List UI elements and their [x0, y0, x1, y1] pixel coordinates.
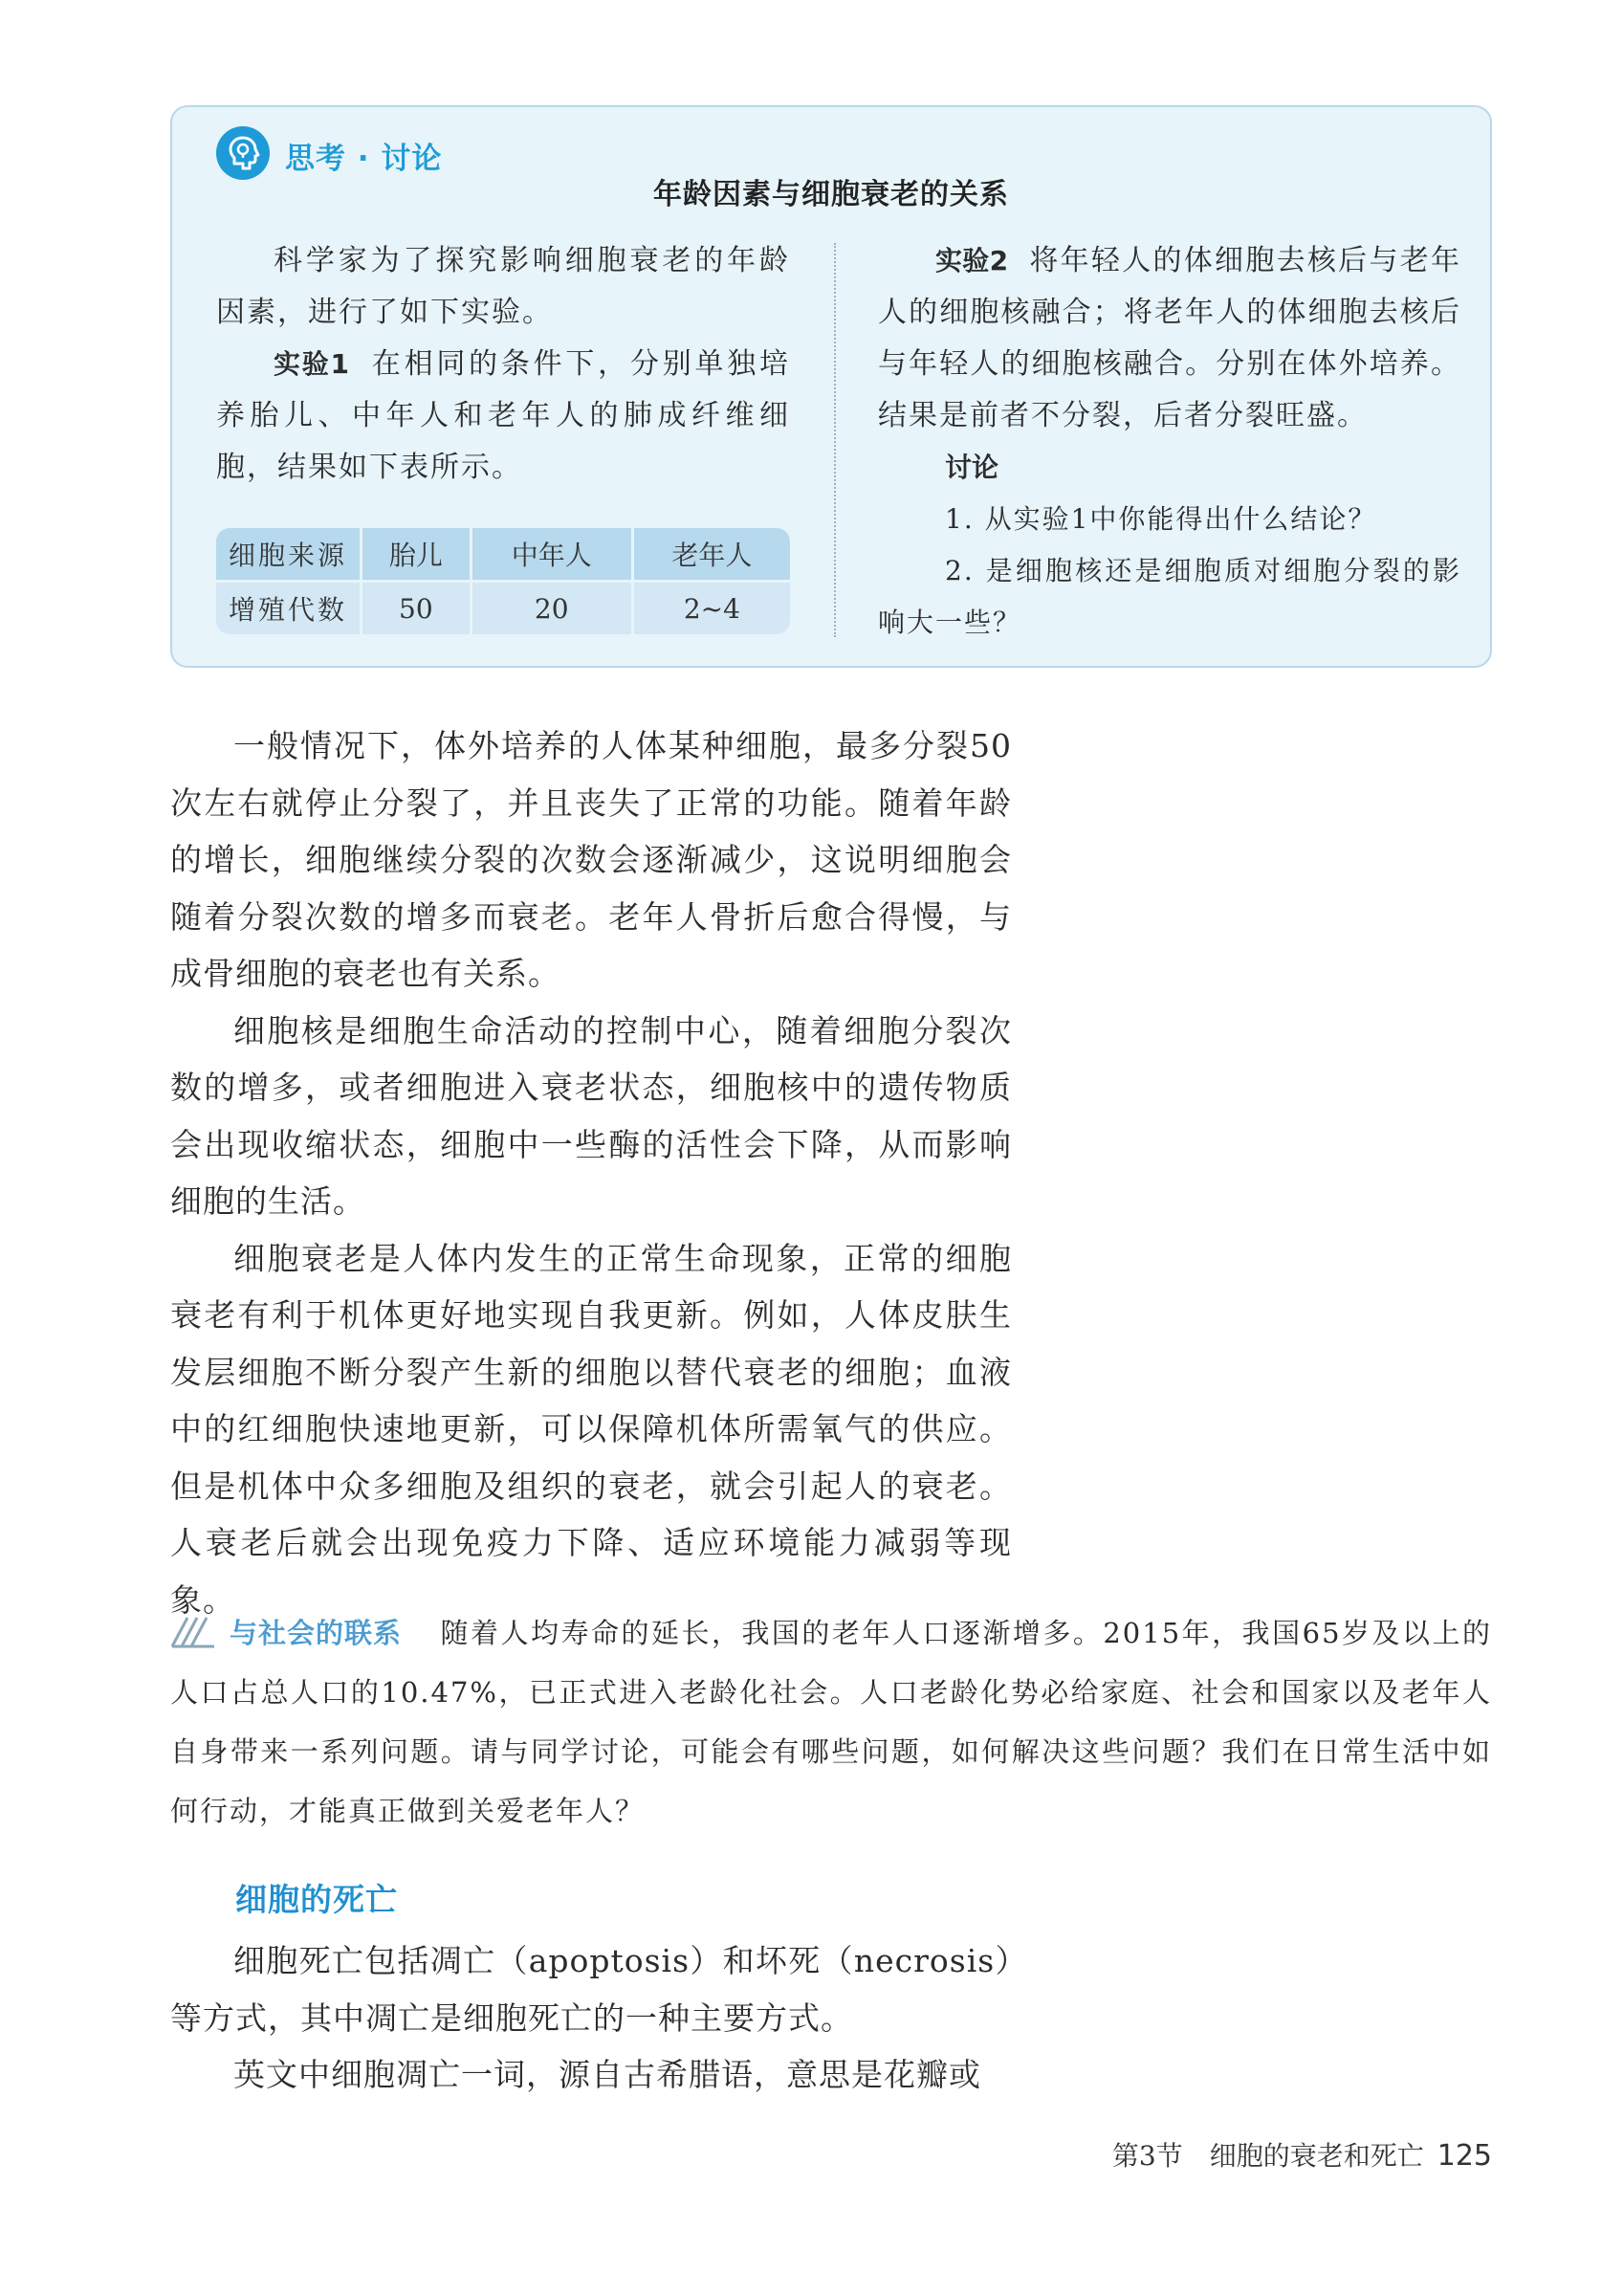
table-row: [216, 580, 790, 634]
discussion-title: 讨论: [945, 452, 999, 483]
paragraph: 英文中细胞凋亡一词，源自古希腊语，意思是花瓣或: [233, 2056, 981, 2093]
experiment-1-label: 实验1: [274, 348, 350, 380]
paragraph: 细胞死亡包括凋亡（apoptosis）和坏死（necrosis）等方式，其中凋亡是细胞死亡的一种主要方式。: [170, 1942, 1012, 2037]
footer-chapter: 第3节 细胞的衰老和死亡: [1111, 2140, 1424, 2172]
table-header-cell: 中年人: [472, 528, 634, 580]
table-cell: 2~4: [634, 580, 790, 634]
left-column: [216, 235, 790, 494]
main-body: [170, 718, 1012, 1628]
page-number: 125: [1437, 2139, 1492, 2173]
column-divider: [834, 243, 836, 637]
think-label: 思考 · 讨论: [285, 142, 443, 176]
right-column: [878, 235, 1461, 649]
think-title: 年龄因素与细胞衰老的关系: [653, 178, 1009, 211]
table-header-cell: 胎儿: [362, 528, 472, 580]
intro-text: 科学家为了探究影响细胞衰老的年龄因素，进行了如下实验。: [216, 244, 790, 329]
experiment-2: [878, 235, 1461, 442]
table-header-cell: 细胞来源: [216, 528, 362, 580]
experiment-2-label: 实验2: [935, 245, 1009, 276]
society-text: 随着人均寿命的延长，我国的老年人口逐渐增多。2015年，我国65岁及以上的人口占总人口的10.47%，已正式进入老龄化社会。人口老龄化势必给家庭、社会和国家以及老年人自身带来一系列问题。请与同学讨论，可能会有哪些问题，如何解决这些问题？我们在日常生活中如何行动，才能真正做到关爱老年人？: [170, 1617, 1492, 1827]
table-header-row: [216, 528, 790, 580]
paragraph: 细胞核是细胞生命活动的控制中心，随着细胞分裂次数的增多，或者细胞进入衰老状态，细胞核中的遗传物质会出现收缩状态，细胞中一些酶的活性会下降，从而影响细胞的生活。: [170, 1011, 1012, 1220]
society-label-wrap: [170, 1603, 402, 1663]
result-table: [216, 528, 790, 634]
discussion-item: 1. 从实验1中你能得出什么结论？: [945, 503, 1377, 535]
table-cell: 50: [362, 580, 472, 634]
experiment-1: [216, 339, 790, 494]
section-body: [170, 1932, 1012, 2104]
society-connection: [170, 1603, 1492, 1841]
think-discussion-box: [170, 105, 1492, 668]
experiment-2-text: 将年轻人的体细胞去核后与老年人的细胞核融合；将老年人的体细胞去核后与年轻人的细胞核融合。分别在体外培养。结果是前者不分裂，后者分裂旺盛。: [878, 244, 1462, 432]
society-paragraph: [170, 1603, 1492, 1841]
slash-lines-icon: [170, 1616, 224, 1648]
table-header-cell: 老年人: [634, 528, 790, 580]
discussion-item: 2. 是细胞核还是细胞质对细胞分裂的影响大一些？: [878, 555, 1461, 638]
society-label: 与社会的联系: [230, 1617, 403, 1649]
paragraph: 细胞衰老是人体内发生的正常生命现象，正常的细胞衰老有利于机体更好地实现自我更新。例如，人体皮肤生发层细胞不断分裂产生新的细胞以替代衰老的细胞；血液中的红细胞快速地更新，可以保障机体所需氧气的供应。但是机体中众多细胞及组织的衰老，就会引起人的衰老。人衰老后就会出现免疫力下降、适应环境能力减弱等现象。: [170, 1239, 1012, 1619]
table-cell: 增殖代数: [216, 580, 362, 634]
page-footer: [1112, 2135, 1492, 2174]
table-cell: 20: [472, 580, 634, 634]
paragraph: 一般情况下，体外培养的人体某种细胞，最多分裂50次左右就停止分裂了，并且丧失了正常的功能。随着年龄的增长，细胞继续分裂的次数会逐渐减少，这说明细胞会随着分裂次数的增多而衰老。老年人骨折后愈合得慢，与成骨细胞的衰老也有关系。: [170, 727, 1012, 992]
experiment-1-text: 在相同的条件下，分别单独培养胎儿、中年人和老年人的肺成纤维细胞，结果如下表所示。: [216, 347, 791, 484]
section-heading: 细胞的死亡: [235, 1881, 398, 1918]
